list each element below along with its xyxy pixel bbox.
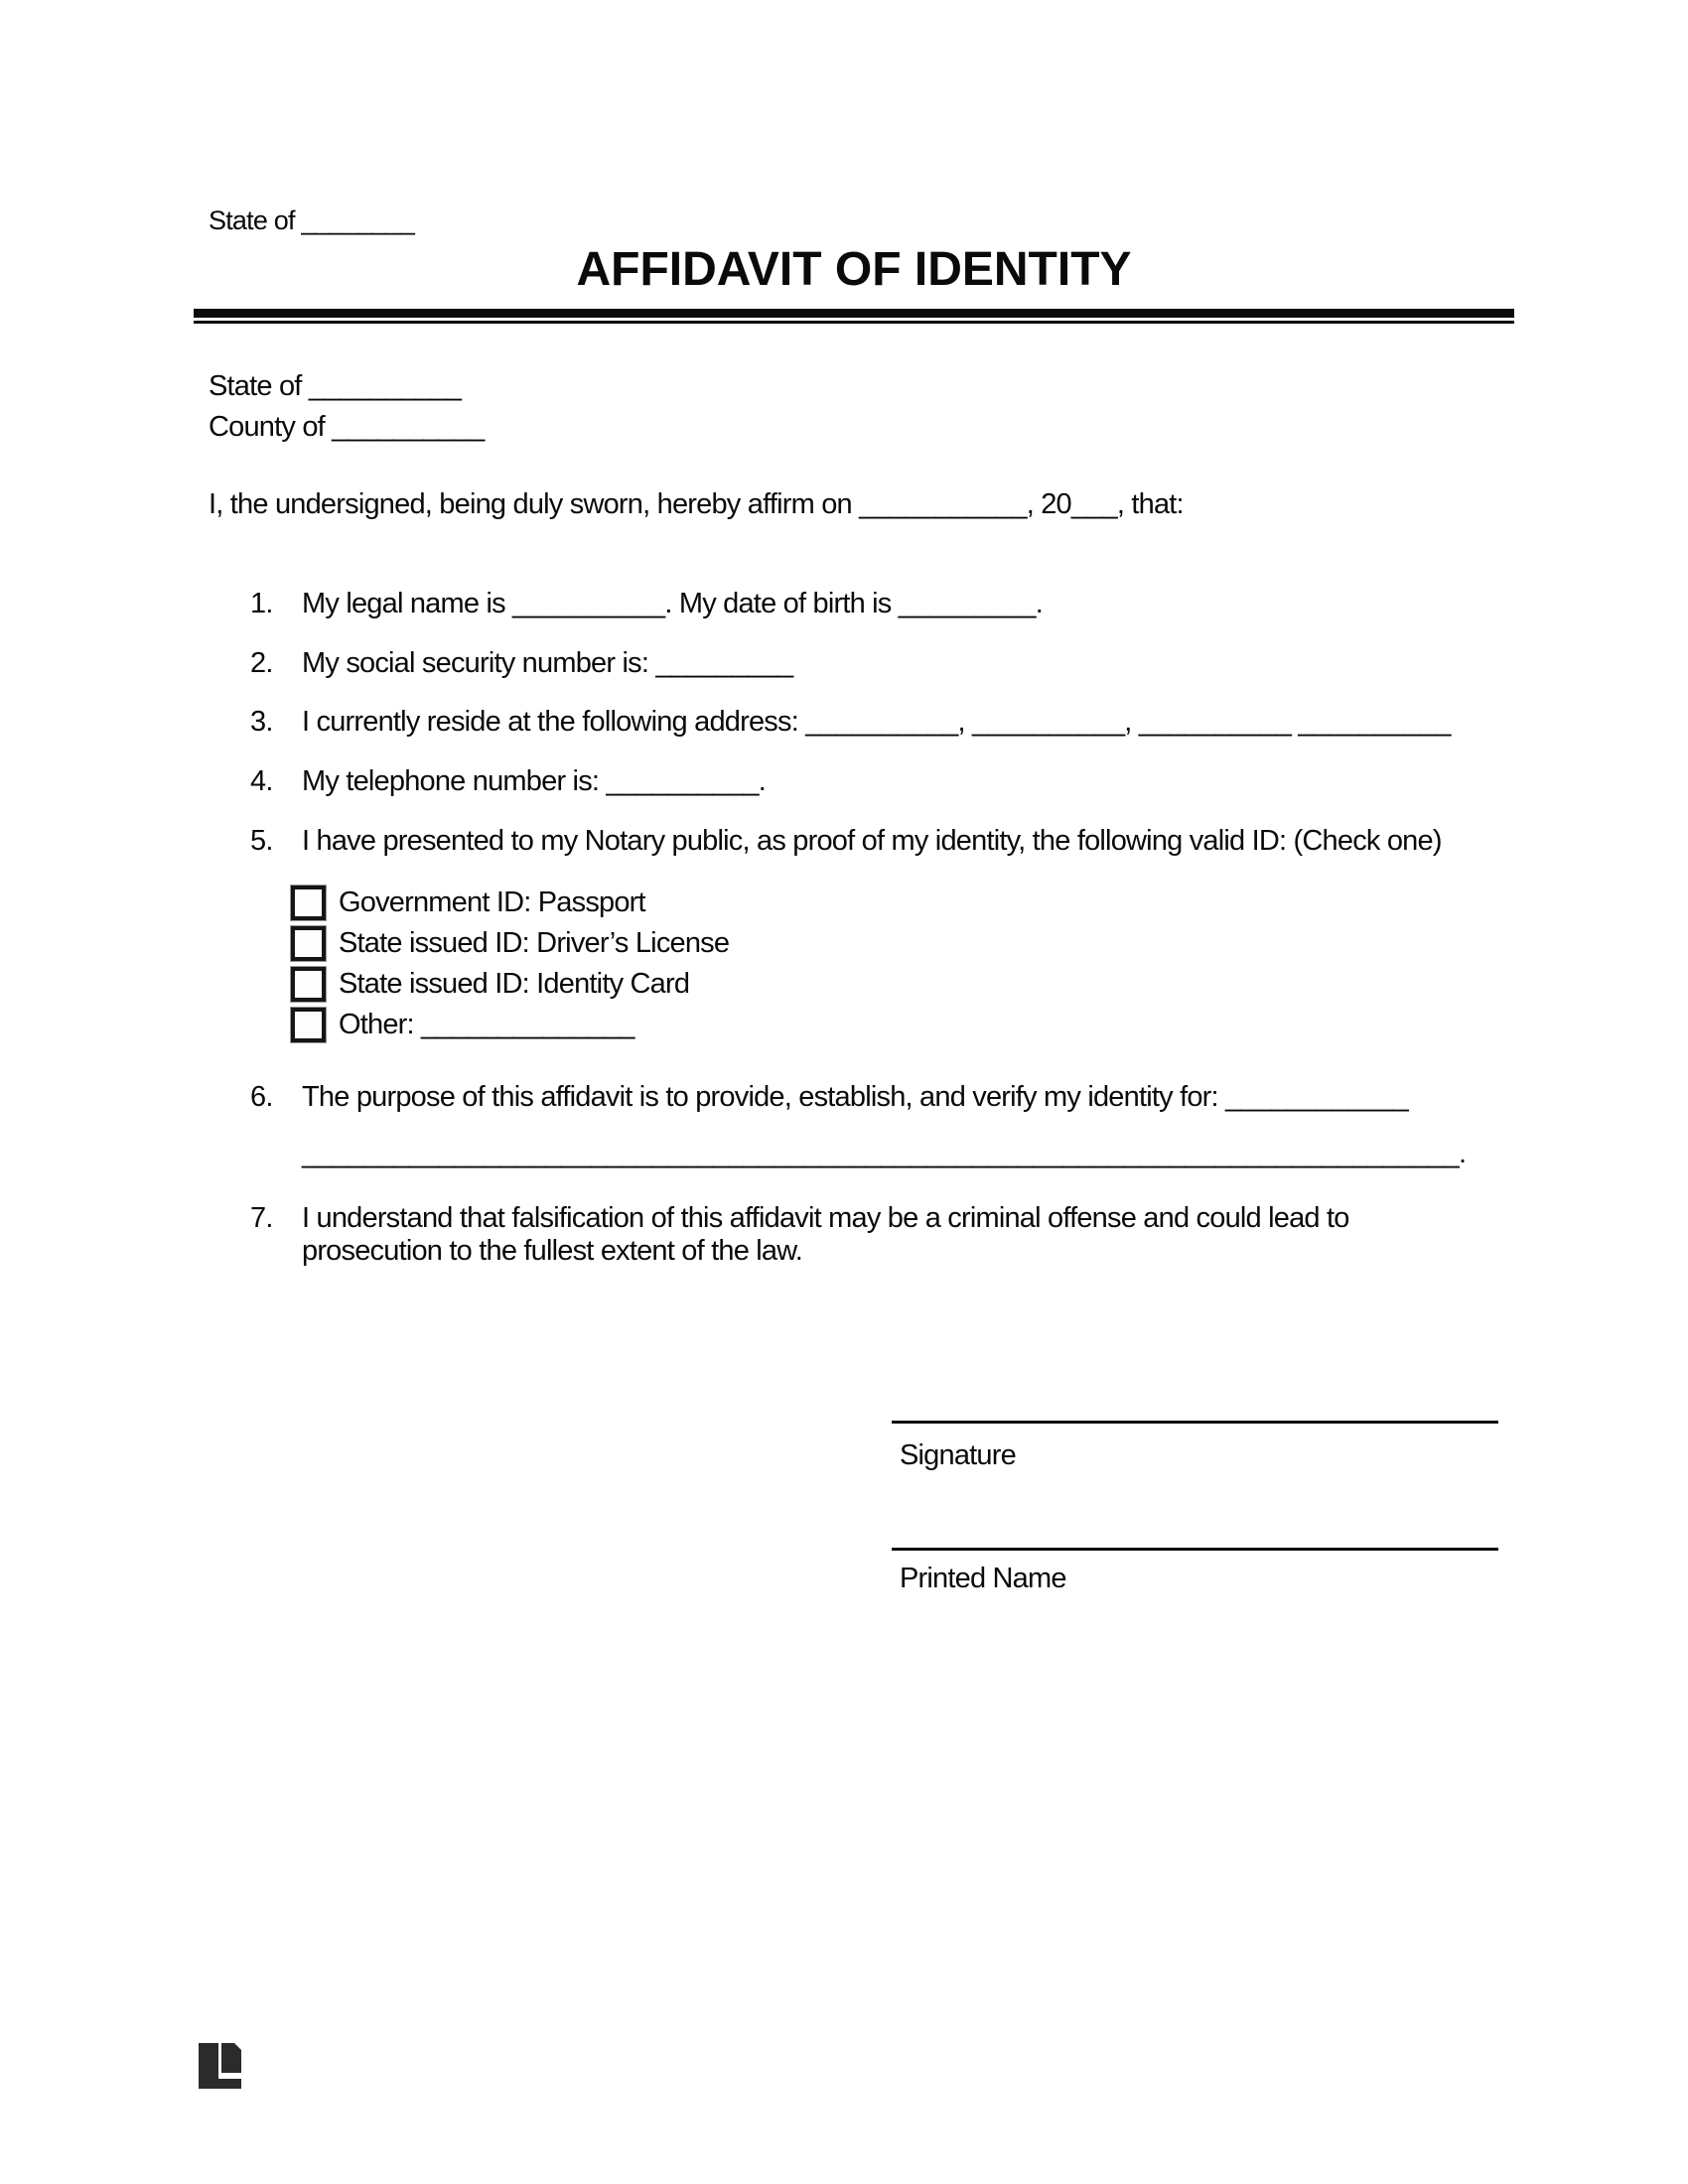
- item-text: I currently reside at the following address: __________, __________, __________ __________: [302, 706, 1451, 738]
- item-number: 7.: [250, 1202, 273, 1234]
- divider-thin-line: [194, 321, 1514, 324]
- page-title: AFFIDAVIT OF IDENTITY: [576, 243, 1132, 296]
- list-item-7: [250, 1202, 1404, 1268]
- checkbox-label: Government ID: Passport: [339, 887, 645, 918]
- divider-thick-line: [194, 309, 1514, 318]
- checkbox-other[interactable]: [291, 1008, 326, 1042]
- checkbox-label: Other: ______________: [339, 1009, 634, 1040]
- item-text: I have presented to my Notary public, as proof of my identity, the following valid ID: (Check one): [302, 825, 1442, 857]
- jurisdiction-block: [209, 366, 484, 448]
- checkbox-row-other: [291, 1008, 634, 1042]
- item-number: 3.: [250, 706, 273, 738]
- checkbox-label: State issued ID: Driver’s License: [339, 927, 730, 959]
- signature-label: Signature: [900, 1439, 1016, 1471]
- list-item-2: [250, 647, 792, 680]
- list-item-1: [250, 588, 1043, 620]
- item-text: My social security number is: _________: [302, 647, 793, 679]
- item-number: 5.: [250, 825, 273, 857]
- logo-l-foot: [199, 2079, 241, 2089]
- list-item-6: [250, 1081, 1408, 1114]
- printed-name-line: [892, 1548, 1498, 1551]
- list-item-3: [250, 706, 1451, 739]
- list-item-4: [250, 765, 766, 798]
- item-text: The purpose of this affidavit is to provide, establish, and verify my identity for: ____________: [302, 1081, 1408, 1113]
- state-line: State of __________: [209, 370, 462, 402]
- checkbox-label: State issued ID: Identity Card: [339, 968, 690, 1000]
- item-number: 2.: [250, 647, 273, 679]
- item-number: 4.: [250, 765, 273, 797]
- checkbox-row-passport: [291, 886, 645, 920]
- checkbox-state-id-drivers-license[interactable]: [291, 926, 326, 961]
- signature-line: [892, 1421, 1498, 1424]
- item-number: 1.: [250, 588, 273, 619]
- intro-paragraph: I, the undersigned, being duly sworn, hereby affirm on ___________, 20___, that:: [209, 488, 1184, 520]
- list-item-5: [250, 825, 1442, 858]
- checkbox-row-identity-card: [291, 967, 689, 1002]
- checkbox-state-id-identity-card[interactable]: [291, 967, 326, 1002]
- county-line: County of __________: [209, 411, 485, 443]
- item-text: My telephone number is: __________.: [302, 765, 766, 797]
- purpose-continuation-blank: ____________________________________________________________________________.: [302, 1138, 1467, 1169]
- checkbox-government-id-passport[interactable]: [291, 886, 326, 920]
- logo-document-icon: [221, 2043, 241, 2073]
- item-text: My legal name is __________. My date of birth is _________.: [302, 588, 1043, 619]
- top-state-line: State of ________: [209, 205, 415, 235]
- legal-templates-logo: [199, 2043, 242, 2089]
- printed-name-label: Printed Name: [900, 1563, 1066, 1594]
- title-divider: [194, 309, 1514, 324]
- item-number: 6.: [250, 1081, 273, 1113]
- checkbox-row-drivers-license: [291, 926, 729, 961]
- item-text: I understand that falsification of this affidavit may be a criminal offense and could lead to prosecution to the fullest extent of the law.: [302, 1202, 1349, 1267]
